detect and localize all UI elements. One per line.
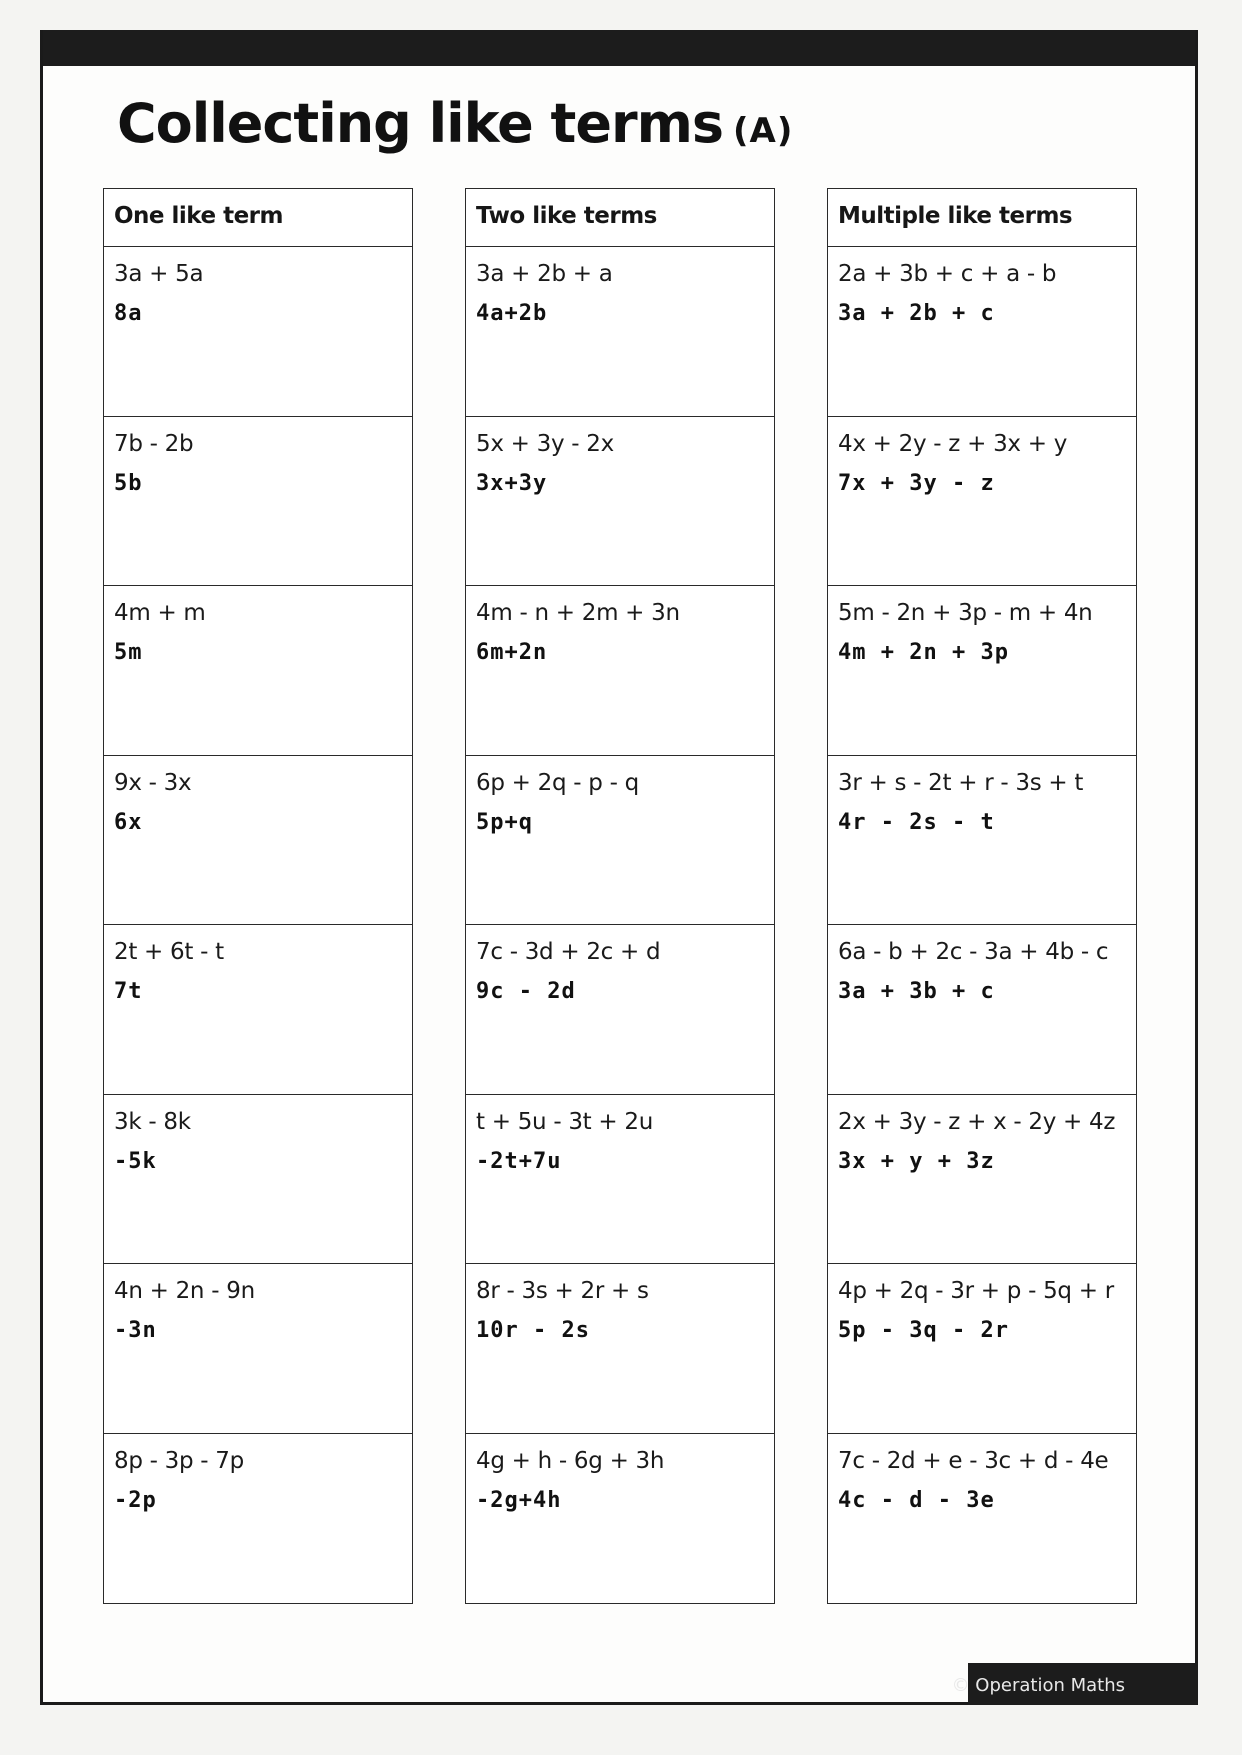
handwritten-answer: 7x + 3y - z xyxy=(838,470,995,496)
question-cell xyxy=(104,756,412,926)
column-header: One like term xyxy=(104,189,412,247)
question-cell xyxy=(104,417,412,587)
question-cell xyxy=(828,417,1136,587)
handwritten-answer: 6x xyxy=(114,809,143,835)
question-text: 2t + 6t - t xyxy=(114,939,224,965)
question-cell xyxy=(466,756,774,926)
question-text: 8r - 3s + 2r + s xyxy=(476,1278,649,1304)
question-cell xyxy=(104,1095,412,1265)
question-cell xyxy=(104,247,412,417)
question-text: 4g + h - 6g + 3h xyxy=(476,1447,665,1474)
question-cell xyxy=(466,586,774,756)
column-one-like-term xyxy=(103,188,413,1604)
handwritten-answer: 5p+q xyxy=(476,809,533,835)
column-header: Multiple like terms xyxy=(828,189,1136,247)
question-cell xyxy=(466,1095,774,1265)
question-text: 2x + 3y - z + x - 2y + 4z xyxy=(838,1108,1116,1135)
handwritten-answer: 8a xyxy=(114,301,143,326)
question-cell xyxy=(104,586,412,756)
handwritten-answer: 3a + 2b + c xyxy=(838,301,995,326)
question-text: 4n + 2n - 9n xyxy=(114,1278,255,1304)
question-text: 3a + 2b + a xyxy=(476,261,613,287)
handwritten-answer: 4r - 2s - t xyxy=(838,809,995,835)
handwritten-answer: -3n xyxy=(114,1318,157,1343)
handwritten-answer: 7t xyxy=(114,979,143,1004)
question-text: 5x + 3y - 2x xyxy=(476,430,614,457)
question-text: 4p + 2q - 3r + p - 5q + r xyxy=(838,1278,1114,1304)
question-text: 7b - 2b xyxy=(114,430,194,457)
handwritten-answer: -2t+7u xyxy=(476,1148,562,1174)
question-cell xyxy=(466,1434,774,1604)
question-cell xyxy=(828,1434,1136,1604)
question-cell xyxy=(104,1264,412,1434)
question-cell xyxy=(828,1095,1136,1265)
page-title xyxy=(117,92,793,155)
handwritten-answer: 4m + 2n + 3p xyxy=(838,640,1009,665)
top-band xyxy=(43,30,1195,66)
question-text: 8p - 3p - 7p xyxy=(114,1447,244,1474)
column-two-like-terms xyxy=(465,188,775,1604)
question-text: 4m + m xyxy=(114,600,206,626)
question-cell xyxy=(466,925,774,1095)
handwritten-answer: -2g+4h xyxy=(476,1487,562,1513)
copyright-notice: © Operation Maths xyxy=(951,1675,1125,1696)
question-cell xyxy=(828,586,1136,756)
worksheet-page xyxy=(40,30,1198,1705)
question-cell xyxy=(104,925,412,1095)
handwritten-answer: 3x + y + 3z xyxy=(838,1148,995,1174)
question-cell xyxy=(466,247,774,417)
question-text: 4m - n + 2m + 3n xyxy=(476,600,680,626)
handwritten-answer: 3x+3y xyxy=(476,470,548,496)
title-text: Collecting like terms xyxy=(117,92,723,155)
handwritten-answer: -2p xyxy=(114,1487,157,1513)
handwritten-answer: 5b xyxy=(114,470,143,496)
column-multiple-like-terms xyxy=(827,188,1137,1604)
handwritten-answer: 5p - 3q - 2r xyxy=(838,1318,1009,1343)
question-cell xyxy=(828,925,1136,1095)
question-text: 7c - 3d + 2c + d xyxy=(476,939,661,965)
question-text: 3a + 5a xyxy=(114,261,204,287)
handwritten-answer: 4a+2b xyxy=(476,301,548,326)
question-text: 3k - 8k xyxy=(114,1108,191,1135)
handwritten-answer: 5m xyxy=(114,640,143,665)
question-text: 4x + 2y - z + 3x + y xyxy=(838,430,1068,457)
question-text: 6p + 2q - p - q xyxy=(476,769,639,796)
question-cell xyxy=(828,756,1136,926)
title-suffix: (A) xyxy=(733,111,794,151)
question-cell xyxy=(466,417,774,587)
question-text: 9x - 3x xyxy=(114,769,192,796)
question-cell xyxy=(828,1264,1136,1434)
handwritten-answer: 3a + 3b + c xyxy=(838,979,995,1004)
question-cell xyxy=(104,1434,412,1604)
handwritten-answer: 4c - d - 3e xyxy=(838,1487,995,1513)
question-text: 7c - 2d + e - 3c + d - 4e xyxy=(838,1447,1109,1474)
handwritten-answer: 10r - 2s xyxy=(476,1318,590,1343)
question-text: 6a - b + 2c - 3a + 4b - c xyxy=(838,939,1109,965)
question-text: 3r + s - 2t + r - 3s + t xyxy=(838,769,1084,796)
question-text: t + 5u - 3t + 2u xyxy=(476,1108,653,1135)
handwritten-answer: 6m+2n xyxy=(476,640,548,665)
question-text: 2a + 3b + c + a - b xyxy=(838,261,1057,287)
handwritten-answer: 9c - 2d xyxy=(476,979,576,1004)
handwritten-answer: -5k xyxy=(114,1148,157,1174)
question-cell xyxy=(828,247,1136,417)
column-header: Two like terms xyxy=(466,189,774,247)
question-cell xyxy=(466,1264,774,1434)
question-text: 5m - 2n + 3p - m + 4n xyxy=(838,600,1093,626)
